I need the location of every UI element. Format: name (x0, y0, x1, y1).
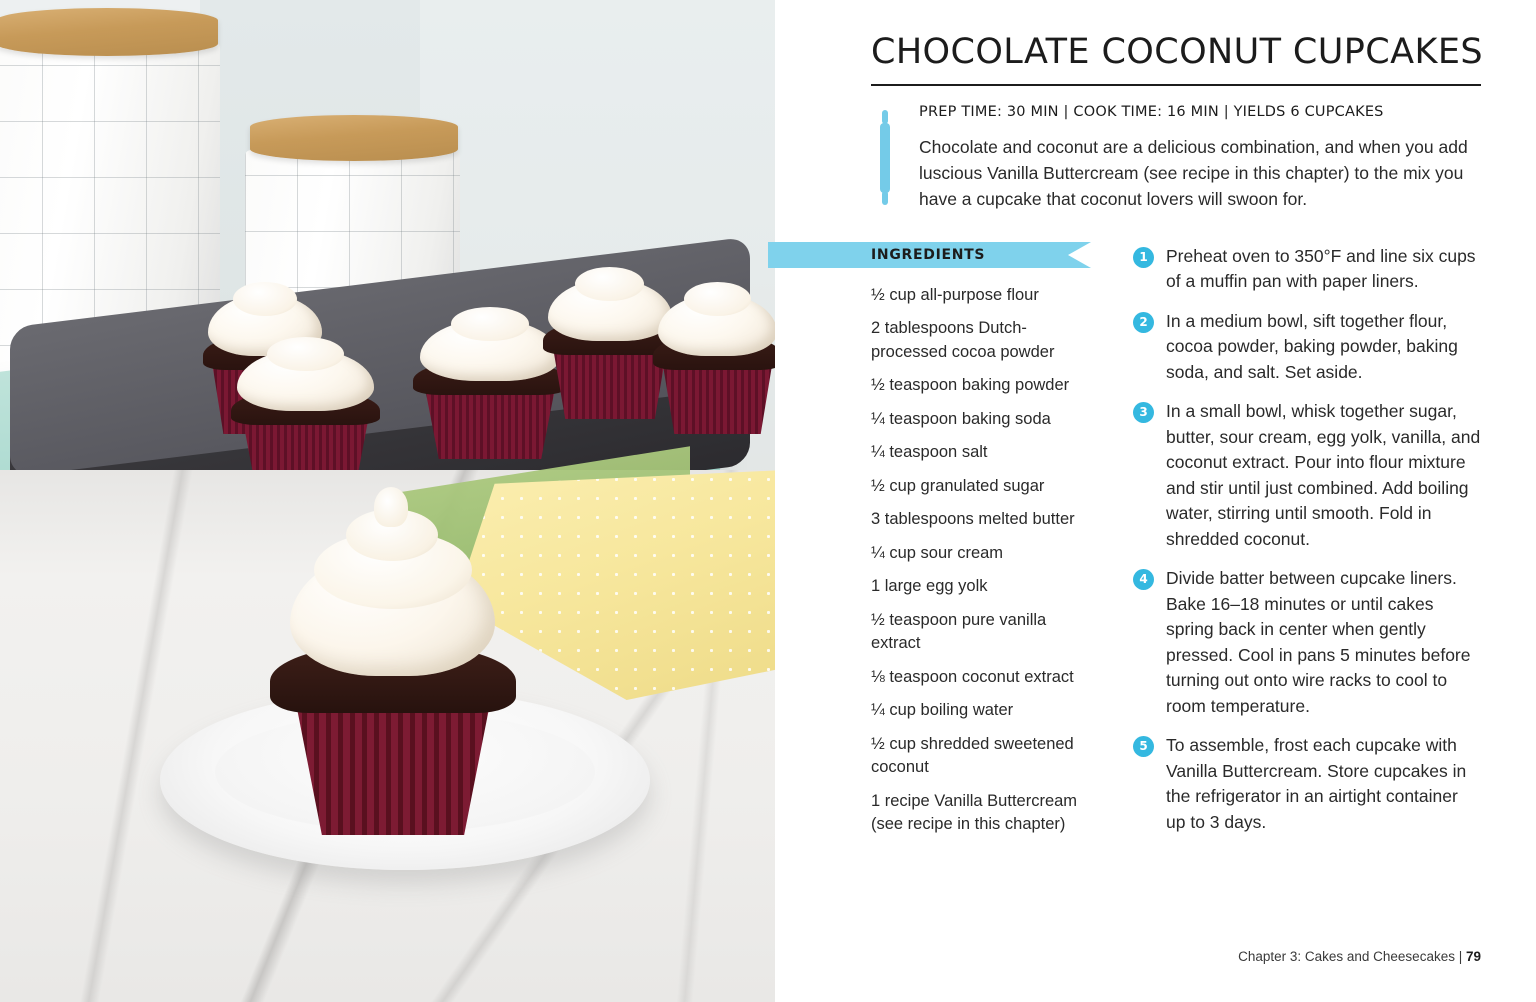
list-item: ¼ teaspoon salt (871, 443, 988, 461)
directions-column (1133, 242, 1481, 850)
step-number-badge: 3 (1133, 402, 1154, 423)
list-item: 2 tablespoons Dutch-processed cocoa powder (871, 319, 1055, 361)
footer-page-number: 79 (1465, 949, 1481, 964)
frosting-tip (374, 487, 408, 527)
recipe-body-columns (871, 242, 1481, 850)
canister-lid (0, 8, 218, 56)
step-text: To assemble, frost each cupcake with Vanilla Buttercream. Store cupcakes in the refrigerator in an airtight container up to 3 days. (1166, 735, 1467, 832)
cupcake-frosting (237, 349, 373, 411)
recipe-meta-block (871, 104, 1481, 212)
list-item: ⅛ teaspoon coconut extract (871, 667, 1074, 686)
direction-step (1133, 309, 1481, 386)
page-footer (1238, 949, 1481, 964)
step-text: Preheat oven to 350°F and line six cups of a muffin pan with paper liners. (1166, 245, 1476, 291)
list-item: ¼ cup boiling water (871, 701, 1014, 719)
recipe-times: PREP TIME: 30 MIN | COOK TIME: 16 MIN | YIELDS 6 CUPCAKES (919, 103, 1384, 120)
direction-step (1133, 244, 1481, 295)
list-item: ½ cup shredded sweetened coconut (871, 734, 1074, 776)
step-number-badge: 1 (1133, 247, 1154, 268)
title-divider (871, 84, 1481, 86)
rolling-pin-handle-top (882, 110, 888, 124)
canister-lid (250, 115, 458, 161)
list-item: ½ teaspoon baking powder (871, 376, 1070, 394)
direction-step (1133, 566, 1481, 719)
footer-chapter: Chapter 3: Cakes and Cheesecakes | (1238, 949, 1466, 964)
ingredients-banner (768, 242, 1091, 268)
ingredients-heading: INGREDIENTS (871, 246, 986, 263)
recipe-title: CHOCOLATE COCONUT CUPCAKES (871, 32, 1483, 72)
list-item: ½ cup all-purpose flour (871, 285, 1039, 304)
cupcake-on-tray (650, 300, 775, 440)
step-number-badge: 4 (1133, 569, 1154, 590)
recipe-text-page (775, 0, 1536, 1002)
list-item: 3 tablespoons melted butter (871, 510, 1075, 528)
ingredients-banner-arrow (1068, 242, 1091, 268)
direction-step (1133, 399, 1481, 552)
recipe-intro: Chocolate and coconut are a delicious combination, and when you add luscious Vanilla Buttercream (see recipe in this chapter) to the mix you have a cupcake that coconut lovers will swoon for. (919, 136, 1468, 209)
list-item: ½ cup granulated sugar (871, 476, 1045, 495)
step-number-badge: 2 (1133, 312, 1154, 333)
rolling-pin-icon (877, 110, 893, 205)
rolling-pin-body (880, 123, 890, 193)
step-text: In a small bowl, whisk together sugar, butter, sour cream, egg yolk, vanilla, and coconut extract. Pour into flour mixture and stir until just combined. Add boiling water, stirring until smooth. Fold in shredded coconut. (1166, 401, 1481, 549)
step-text: In a medium bowl, sift together flour, cocoa powder, baking powder, baking soda, and salt. Set aside. (1166, 310, 1458, 382)
list-item: ½ teaspoon pure vanilla extract (871, 610, 1047, 652)
step-text: Divide batter between cupcake liners. Bake 16–18 minutes or until cakes spring back in center when gently pressed. Cool in pans 5 minutes before turning out onto wire racks to cool to room temperature. (1166, 568, 1471, 716)
cupcake-frosting (658, 294, 775, 356)
hero-cupcake (258, 535, 528, 825)
list-item: 1 large egg yolk (871, 577, 988, 595)
direction-step (1133, 733, 1481, 835)
ingredients-column (871, 242, 1091, 850)
list-item: ¼ teaspoon baking soda (871, 409, 1051, 428)
step-number-badge: 5 (1133, 736, 1154, 757)
ingredients-list (871, 284, 1091, 837)
list-item: 1 recipe Vanilla Buttercream (see recipe in this chapter) (871, 791, 1078, 833)
list-item: ¼ cup sour cream (871, 543, 1004, 562)
rolling-pin-handle-bottom (882, 191, 888, 205)
